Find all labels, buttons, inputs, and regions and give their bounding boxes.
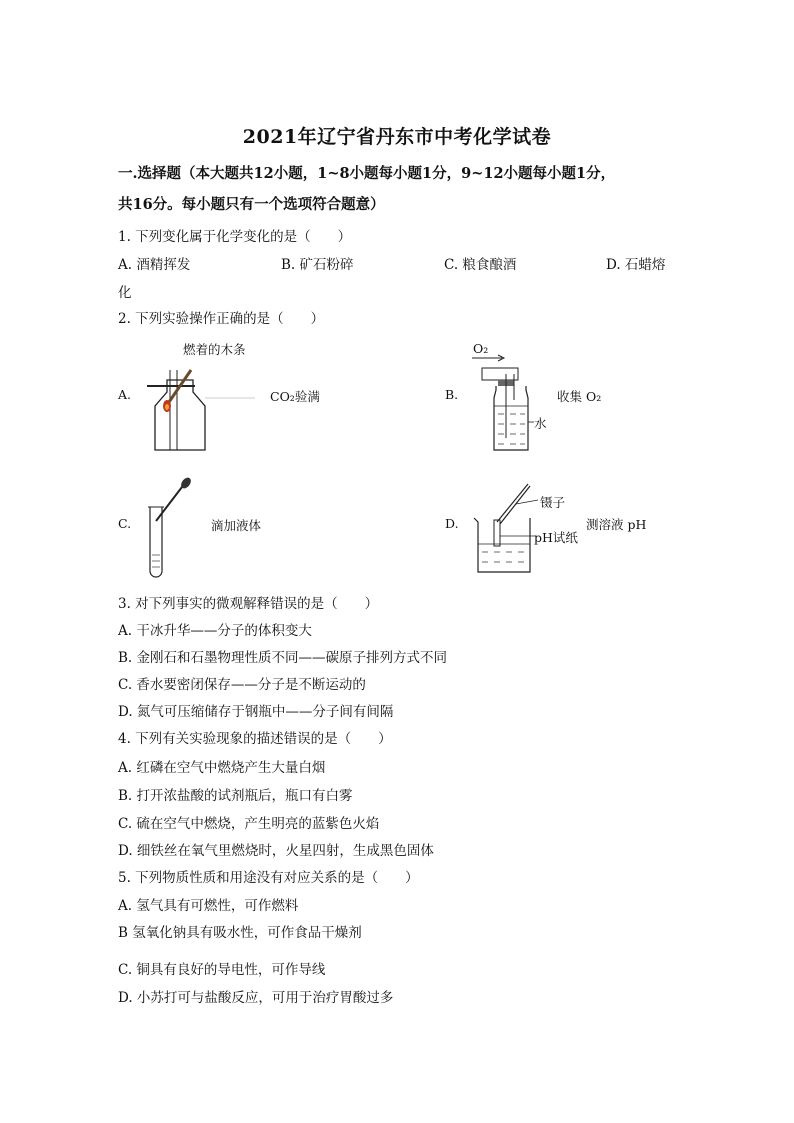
question-4-option-c: C. 硫在空气中燃烧，产生明亮的蓝紫色火焰 bbox=[118, 816, 380, 832]
section-heading-line2: 共16分。每小题只有一个选项符合题意） bbox=[118, 196, 385, 213]
question-1-option-a: A. 酒精挥发 bbox=[118, 257, 191, 273]
question-3-option-b: B. 金刚石和石墨物理性质不同——碳原子排列方式不同 bbox=[118, 650, 448, 666]
question-5-option-a: A. 氢气具有可燃性，可作燃料 bbox=[118, 898, 299, 914]
figure-c-letter: C. bbox=[118, 516, 132, 531]
figure-a-letter: A. bbox=[118, 387, 132, 402]
question-4-option-a: A. 红磷在空气中燃烧产生大量白烟 bbox=[118, 760, 326, 776]
page-title: 2021年辽宁省丹东市中考化学试卷 bbox=[242, 126, 552, 148]
question-3-stem: 3. 对下列事实的微观解释错误的是（ ） bbox=[118, 596, 379, 612]
figure-a-caption: CO₂验满 bbox=[270, 389, 320, 404]
question-5-option-d: D. 小苏打可与盐酸反应，可用于治疗胃酸过多 bbox=[118, 990, 394, 1006]
question-3-option-a: A. 干冰升华——分子的体积变大 bbox=[118, 623, 312, 639]
question-5-option-c: C. 铜具有良好的导电性，可作导线 bbox=[118, 962, 326, 978]
question-4-option-d: D. 细铁丝在氧气里燃烧时，火星四射，生成黑色固体 bbox=[118, 843, 434, 859]
question-1-stem: 1. 下列变化属于化学变化的是（ ） bbox=[118, 229, 352, 245]
question-1-option-d-wrap: 化 bbox=[118, 285, 132, 301]
question-4-stem: 4. 下列有关实验现象的描述错误的是（ ） bbox=[118, 731, 392, 747]
figure-a-top-label: 燃着的木条 bbox=[183, 342, 246, 357]
question-5-option-b: B 氢氧化钠具有吸水性，可作食品干燥剂 bbox=[118, 925, 362, 941]
figure-d-paper-label: pH试纸 bbox=[534, 530, 578, 545]
question-1-option-c: C. 粮食酿酒 bbox=[444, 257, 517, 273]
question-3-option-c: C. 香水要密闭保存——分子是不断运动的 bbox=[118, 677, 366, 693]
question-4-option-b: B. 打开浓盐酸的试剂瓶后，瓶口有白雾 bbox=[118, 788, 353, 804]
question-5-stem: 5. 下列物质性质和用途没有对应关系的是（ ） bbox=[118, 870, 419, 886]
co2-test-flask-figure bbox=[145, 362, 260, 454]
beaker-ph-test-figure bbox=[470, 478, 540, 578]
test-tube-dropper-figure bbox=[140, 475, 200, 580]
figure-b-letter: B. bbox=[445, 387, 459, 402]
gas-collection-bottle-figure bbox=[470, 350, 550, 456]
figure-c-caption: 滴加液体 bbox=[211, 518, 262, 533]
question-1-option-d: D. 石蜡熔 bbox=[606, 257, 666, 273]
figure-d-tweezers-label: 镊子 bbox=[540, 495, 566, 510]
figure-d-caption: 测溶液 pH bbox=[586, 517, 647, 532]
figure-b-water-label: 水 bbox=[534, 416, 547, 431]
section-heading-line1: 一.选择题（本大题共12小题，1~8小题每小题1分，9~12小题每小题1分， bbox=[118, 165, 616, 182]
question-2-stem: 2. 下列实验操作正确的是（ ） bbox=[118, 311, 325, 327]
question-3-option-d: D. 氮气可压缩储存于钢瓶中——分子间有间隔 bbox=[118, 704, 394, 720]
figure-b-gas-label: O₂ bbox=[473, 341, 489, 356]
figure-b-caption: 收集 O₂ bbox=[557, 389, 602, 404]
figure-d-letter: D. bbox=[445, 516, 459, 531]
question-1-option-b: B. 矿石粉碎 bbox=[281, 257, 354, 273]
